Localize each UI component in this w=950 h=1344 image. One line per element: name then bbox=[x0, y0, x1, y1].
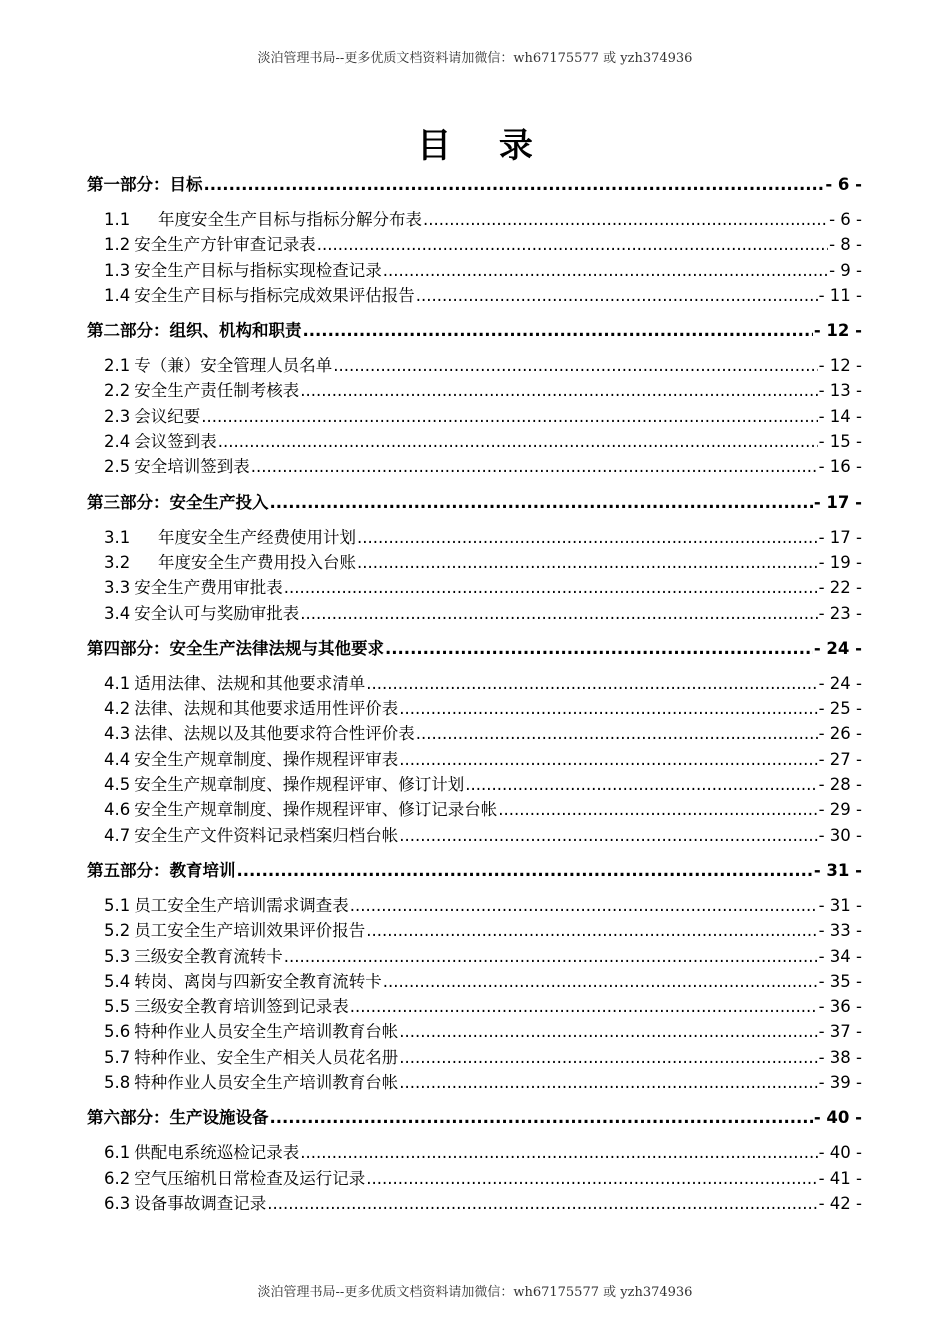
toc-item[interactable] bbox=[87, 258, 862, 283]
toc-item[interactable] bbox=[87, 772, 862, 797]
toc-page-number: - 40 - bbox=[818, 1143, 862, 1163]
toc-item[interactable] bbox=[87, 1019, 862, 1044]
toc-item-number: 5.2 bbox=[104, 921, 131, 941]
toc-item-label: 安全认可与奖励审批表 bbox=[134, 603, 300, 623]
toc-item-number: 4.4 bbox=[104, 749, 131, 769]
dot-leader bbox=[284, 575, 818, 600]
dot-leader bbox=[237, 858, 813, 883]
toc-page-number: - 22 - bbox=[818, 578, 862, 598]
dot-leader bbox=[366, 918, 817, 943]
toc-item[interactable] bbox=[87, 994, 862, 1019]
dot-leader bbox=[300, 601, 817, 626]
toc-item[interactable] bbox=[87, 747, 862, 772]
toc-page-number: - 28 - bbox=[818, 775, 862, 795]
dot-leader bbox=[383, 969, 818, 994]
toc-item[interactable] bbox=[87, 1140, 862, 1165]
toc-page-number: - 14 - bbox=[818, 406, 862, 426]
toc-item-label: 特种作业、安全生产相关人员花名册 bbox=[134, 1047, 399, 1067]
dot-leader bbox=[300, 378, 817, 403]
toc-item-number: 4.3 bbox=[104, 724, 131, 744]
toc-page-number: - 36 - bbox=[818, 997, 862, 1017]
dot-leader bbox=[303, 318, 813, 343]
toc-part-label: 第六部分：生产设施设备 bbox=[87, 1108, 269, 1128]
dot-leader bbox=[267, 1191, 817, 1216]
toc-item-label: 安全生产责任制考核表 bbox=[134, 381, 300, 401]
toc-page-number: - 11 - bbox=[818, 285, 862, 305]
toc-page-number: - 33 - bbox=[818, 921, 862, 941]
toc-item-label: 供配电系统巡检记录表 bbox=[134, 1143, 300, 1163]
toc-page-number: - 24 - bbox=[813, 638, 862, 658]
toc-part-6[interactable] bbox=[87, 1105, 862, 1130]
toc-item-number: 6.1 bbox=[104, 1143, 131, 1163]
toc-item[interactable] bbox=[87, 550, 862, 575]
toc-item-number: 4.1 bbox=[104, 673, 131, 693]
toc-page-number: - 16 - bbox=[818, 457, 862, 477]
toc-page-number: - 30 - bbox=[818, 825, 862, 845]
toc-page-number: - 8 - bbox=[829, 235, 862, 255]
toc-item-label: 空气压缩机日常检查及运行记录 bbox=[134, 1168, 366, 1188]
toc-page-number: - 27 - bbox=[818, 749, 862, 769]
toc-item-label: 设备事故调查记录 bbox=[134, 1193, 267, 1213]
dot-leader bbox=[416, 721, 818, 746]
dot-leader bbox=[383, 258, 828, 283]
toc-page-number: - 31 - bbox=[818, 895, 862, 915]
toc-item[interactable] bbox=[87, 1191, 862, 1216]
toc-item-label: 三级安全教育培训签到记录表 bbox=[134, 997, 349, 1017]
toc-item[interactable] bbox=[87, 797, 862, 822]
dot-leader bbox=[385, 636, 813, 661]
toc-item-number: 3.2 bbox=[104, 552, 131, 572]
dot-leader bbox=[399, 747, 817, 772]
toc-item-number: 1.2 bbox=[104, 235, 131, 255]
toc-item-number: 3.4 bbox=[104, 603, 131, 623]
toc-item[interactable] bbox=[87, 232, 862, 257]
toc-item[interactable] bbox=[87, 454, 862, 479]
dot-leader bbox=[498, 797, 817, 822]
toc-item[interactable] bbox=[87, 671, 862, 696]
toc-item-label: 适用法律、法规和其他要求清单 bbox=[134, 673, 366, 693]
toc-item-label: 安全培训签到表 bbox=[134, 457, 250, 477]
toc-page-number: - 34 - bbox=[818, 946, 862, 966]
toc-page-number: - 24 - bbox=[818, 673, 862, 693]
dot-leader bbox=[251, 454, 818, 479]
dot-leader bbox=[333, 353, 817, 378]
toc-page-number: - 38 - bbox=[818, 1047, 862, 1067]
dot-leader bbox=[204, 172, 825, 197]
toc-part-5[interactable] bbox=[87, 858, 862, 883]
toc-page-number: - 12 - bbox=[813, 321, 862, 341]
toc-item-label: 安全生产目标与指标完成效果评估报告 bbox=[134, 285, 415, 305]
toc-part-label: 第五部分：教育培训 bbox=[87, 860, 236, 880]
toc-part-label: 第一部分：目标 bbox=[87, 175, 203, 194]
table-of-contents bbox=[87, 172, 862, 1216]
toc-item[interactable] bbox=[87, 918, 862, 943]
toc-page-number: - 31 - bbox=[813, 860, 862, 880]
toc-item-label: 员工安全生产培训效果评价报告 bbox=[134, 921, 366, 941]
toc-item[interactable] bbox=[87, 283, 862, 308]
toc-item-number: 1.4 bbox=[104, 285, 131, 305]
toc-item-label: 安全生产规章制度、操作规程评审、修订记录台帐 bbox=[134, 800, 498, 820]
toc-item[interactable] bbox=[87, 893, 862, 918]
toc-item-number: 6.2 bbox=[104, 1168, 131, 1188]
toc-item[interactable] bbox=[87, 696, 862, 721]
toc-item[interactable] bbox=[87, 1070, 862, 1095]
dot-leader bbox=[399, 1019, 817, 1044]
dot-leader bbox=[270, 1105, 813, 1130]
dot-leader bbox=[423, 207, 828, 232]
dot-leader bbox=[366, 1166, 817, 1191]
toc-item-label: 员工安全生产培训需求调查表 bbox=[134, 895, 349, 915]
dot-leader bbox=[399, 823, 817, 848]
toc-item-number: 5.4 bbox=[104, 971, 131, 991]
dot-leader bbox=[399, 1070, 817, 1095]
toc-item-number: 5.3 bbox=[104, 946, 131, 966]
dot-leader bbox=[317, 232, 828, 257]
toc-item-label: 安全生产费用审批表 bbox=[134, 578, 283, 598]
toc-item[interactable] bbox=[87, 575, 862, 600]
toc-item-label: 年度安全生产目标与指标分解分布表 bbox=[158, 210, 422, 229]
toc-item-number: 3.3 bbox=[104, 578, 131, 598]
toc-item-number: 6.3 bbox=[104, 1193, 131, 1213]
toc-item-label: 法律、法规和其他要求适用性评价表 bbox=[134, 699, 399, 719]
toc-page-number: - 13 - bbox=[818, 381, 862, 401]
toc-item[interactable] bbox=[87, 601, 862, 626]
toc-item[interactable] bbox=[87, 525, 862, 550]
toc-page-number: - 26 - bbox=[818, 724, 862, 744]
toc-item-number: 5.8 bbox=[104, 1073, 131, 1093]
toc-page-number: - 29 - bbox=[818, 800, 862, 820]
toc-item-number: 5.7 bbox=[104, 1047, 131, 1067]
toc-item[interactable] bbox=[87, 969, 862, 994]
dot-leader bbox=[416, 283, 818, 308]
toc-item-number: 2.3 bbox=[104, 406, 131, 426]
toc-page-number: - 41 - bbox=[818, 1168, 862, 1188]
toc-item-number: 1.3 bbox=[104, 260, 131, 280]
toc-page-number: - 19 - bbox=[818, 552, 862, 572]
toc-item-number: 4.6 bbox=[104, 800, 131, 820]
toc-item-number: 4.7 bbox=[104, 825, 131, 845]
dot-leader bbox=[399, 696, 817, 721]
toc-page-number: - 23 - bbox=[818, 603, 862, 623]
toc-item-number: 5.5 bbox=[104, 997, 131, 1017]
dot-leader bbox=[350, 994, 818, 1019]
toc-page-number: - 42 - bbox=[818, 1193, 862, 1213]
toc-page-number: - 6 - bbox=[829, 210, 862, 229]
toc-page-number: - 6 - bbox=[825, 175, 862, 194]
page-footer: 淡泊管理书局--更多优质文档资料请加微信：wh67175577 或 yzh374936 bbox=[257, 1285, 693, 1300]
toc-item-label: 三级安全教育流转卡 bbox=[134, 946, 283, 966]
toc-item-label: 特种作业人员安全生产培训教育台帐 bbox=[134, 1073, 399, 1093]
toc-item-number: 2.4 bbox=[104, 432, 131, 452]
toc-item[interactable] bbox=[87, 378, 862, 403]
toc-item-label: 会议纪要 bbox=[134, 406, 201, 426]
toc-item-label: 安全生产目标与指标实现检查记录 bbox=[134, 260, 382, 280]
toc-item-label: 安全生产规章制度、操作规程评审表 bbox=[134, 749, 399, 769]
toc-page-number: - 37 - bbox=[818, 1022, 862, 1042]
toc-item[interactable] bbox=[87, 353, 862, 378]
toc-item[interactable] bbox=[87, 944, 862, 969]
toc-item-label: 年度安全生产费用投入台账 bbox=[158, 552, 356, 572]
toc-item-number: 5.1 bbox=[104, 895, 131, 915]
dot-leader bbox=[350, 893, 818, 918]
toc-item-label: 特种作业人员安全生产培训教育台帐 bbox=[134, 1022, 399, 1042]
toc-page-number: - 25 - bbox=[818, 699, 862, 719]
toc-item-label: 年度安全生产经费使用计划 bbox=[158, 527, 356, 547]
toc-item-number: 2.1 bbox=[104, 356, 131, 376]
toc-page-number: - 12 - bbox=[818, 356, 862, 376]
toc-part-2[interactable] bbox=[87, 318, 862, 343]
toc-item[interactable] bbox=[87, 1166, 862, 1191]
toc-item-label: 法律、法规以及其他要求符合性评价表 bbox=[134, 724, 415, 744]
toc-page-number: - 40 - bbox=[813, 1108, 862, 1128]
toc-page-number: - 17 - bbox=[818, 527, 862, 547]
toc-part-1[interactable] bbox=[87, 172, 862, 197]
toc-item-label: 专（兼）安全管理人员名单 bbox=[134, 356, 333, 376]
toc-item-label: 安全生产文件资料记录档案归档台帐 bbox=[134, 825, 399, 845]
toc-item[interactable] bbox=[87, 207, 862, 232]
dot-leader bbox=[357, 550, 818, 575]
toc-item[interactable] bbox=[87, 823, 862, 848]
dot-leader bbox=[201, 404, 817, 429]
toc-item-number: 2.2 bbox=[104, 381, 131, 401]
toc-page-number: - 35 - bbox=[818, 971, 862, 991]
dot-leader bbox=[270, 490, 813, 515]
toc-item-number: 3.1 bbox=[104, 527, 131, 547]
toc-part-4[interactable] bbox=[87, 636, 862, 661]
toc-item-label: 转岗、离岗与四新安全教育流转卡 bbox=[134, 971, 382, 991]
dot-leader bbox=[218, 429, 818, 454]
toc-page-number: - 17 - bbox=[813, 492, 862, 512]
toc-item-number: 2.5 bbox=[104, 457, 131, 477]
toc-item-label: 安全生产规章制度、操作规程评审、修订计划 bbox=[134, 775, 465, 795]
toc-part-3[interactable] bbox=[87, 490, 862, 515]
dot-leader bbox=[300, 1140, 817, 1165]
toc-item-number: 5.6 bbox=[104, 1022, 131, 1042]
page-header: 淡泊管理书局--更多优质文档资料请加微信：wh67175577 或 yzh374936 bbox=[257, 51, 693, 66]
toc-part-label: 第三部分：安全生产投入 bbox=[87, 492, 269, 512]
toc-item[interactable] bbox=[87, 429, 862, 454]
toc-item[interactable] bbox=[87, 721, 862, 746]
dot-leader bbox=[366, 671, 817, 696]
toc-part-label: 第二部分：组织、机构和职责 bbox=[87, 321, 302, 341]
page-title: 目 录 bbox=[417, 126, 551, 166]
dot-leader bbox=[284, 944, 818, 969]
toc-item-number: 1.1 bbox=[104, 210, 131, 229]
toc-page-number: - 15 - bbox=[818, 432, 862, 452]
toc-part-label: 第四部分：安全生产法律法规与其他要求 bbox=[87, 638, 384, 658]
dot-leader bbox=[357, 525, 818, 550]
dot-leader bbox=[465, 772, 817, 797]
toc-item-number: 4.5 bbox=[104, 775, 131, 795]
toc-item-label: 安全生产方针审查记录表 bbox=[134, 235, 316, 255]
toc-item[interactable] bbox=[87, 1045, 862, 1070]
toc-item-label: 会议签到表 bbox=[134, 432, 217, 452]
toc-item-number: 4.2 bbox=[104, 699, 131, 719]
toc-item[interactable] bbox=[87, 404, 862, 429]
dot-leader bbox=[399, 1045, 817, 1070]
toc-page-number: - 9 - bbox=[829, 260, 862, 280]
toc-page-number: - 39 - bbox=[818, 1073, 862, 1093]
